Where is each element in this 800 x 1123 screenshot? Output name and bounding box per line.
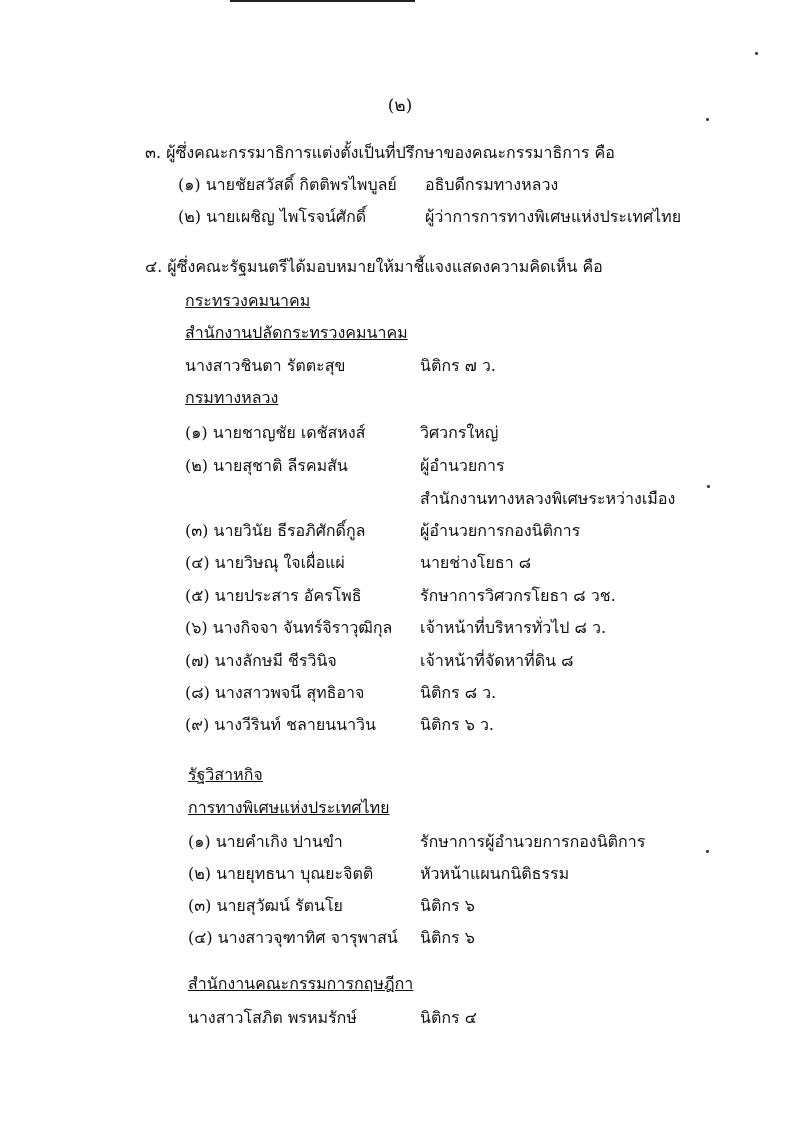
representative-position: รักษาการผู้อำนวยการกองนิติการ <box>420 832 646 851</box>
representative-position: เจ้าหน้าที่บริหารทั่วไป ๘ ว. <box>420 618 607 637</box>
representative-name: นางสาวโสภิต พรหมรักษ์ <box>188 1008 357 1027</box>
representative-name: (๔) นายวิษณุ ใจเผื่อแผ่ <box>185 553 345 572</box>
representative-name: (๕) นายประสาร อัครโพธิ <box>185 586 362 605</box>
soe-heading: รัฐวิสาหกิจ <box>188 765 263 784</box>
representative-name: (๓) นายสุวัฒน์ รัตนโย <box>188 896 343 915</box>
advisor-position: ผู้ว่าการการทางพิเศษแห่งประเทศไทย <box>425 207 682 226</box>
representative-position: นิติกร ๖ <box>420 896 475 915</box>
representative-name: นางสาวชินตา รัตตะสุข <box>185 356 346 375</box>
representative-position: นิติกร ๖ <box>420 928 475 947</box>
scan-speck <box>755 52 758 55</box>
department-heading: กรมทางหลวง <box>185 388 279 407</box>
representative-position: นายช่างโยธา ๘ <box>420 553 532 572</box>
representative-position: สำนักงานทางหลวงพิเศษระหว่างเมือง <box>420 489 676 508</box>
scan-edge-line <box>230 0 415 2</box>
representative-position: วิศวกรใหญ่ <box>420 423 499 442</box>
section-3-heading: ๓. ผู้ซึ่งคณะกรรมาธิการแต่งตั้งเป็นที่ปรึกษาของคณะกรรมาธิการ คือ <box>145 143 615 162</box>
representative-name: (๓) นายวินัย ธีรอภิศักดิ์กูล <box>185 521 366 540</box>
advisor-name: (๒) นายเผชิญ ไพโรจน์ศักดิ์ <box>178 207 367 226</box>
representative-name: (๒) นายยุทธนา บุณยะจิตติ <box>188 864 374 883</box>
representative-position: หัวหน้าแผนกนิติธรรม <box>420 864 570 883</box>
representative-name: (๖) นางกิจจา จันทร์จิราวุฒิกุล <box>185 618 393 637</box>
page-number: (๒) <box>387 96 413 116</box>
office-heading: สำนักงานปลัดกระทรวงคมนาคม <box>185 323 408 342</box>
section-4-heading: ๔. ผู้ซึ่งคณะรัฐมนตรีได้มอบหมายให้มาชี้แจงแสดงความคิดเห็น คือ <box>145 257 603 276</box>
representative-name: (๒) นายสุชาติ ลีรคมสัน <box>185 456 348 475</box>
representative-name: (๗) นางลักษมี ชีรวินิจ <box>185 651 337 670</box>
representative-position: เจ้าหน้าที่จัดหาที่ดิน ๘ <box>420 651 574 670</box>
ministry-heading: กระทรวงคมนาคม <box>185 291 311 310</box>
scan-speck <box>707 485 710 488</box>
representative-position: ผู้อำนวยการกองนิติการ <box>420 521 581 540</box>
representative-position: นิติกร ๔ <box>420 1008 477 1027</box>
representative-position: รักษาการวิศวกรโยธา ๘ วช. <box>420 586 616 605</box>
exat-heading: การทางพิเศษแห่งประเทศไทย <box>188 798 390 817</box>
representative-name: (๑) นายคำเกิง ปานขำ <box>188 832 343 851</box>
representative-position: ผู้อำนวยการ <box>420 456 505 475</box>
scan-speck <box>706 850 709 853</box>
representative-name: (๑) นายชาญชัย เดชัสหงส์ <box>185 423 366 442</box>
advisor-name: (๑) นายชัยสวัสดิ์ กิตติพรไพบูลย์ <box>178 175 397 194</box>
representative-name: (๙) นางวีรินท์ ชลายนนาวิน <box>185 715 376 734</box>
representative-name: (๔) นางสาวจุฑาทิศ จารุพาสน์ <box>188 928 398 947</box>
council-heading: สำนักงานคณะกรรมการกฤษฎีกา <box>188 974 414 993</box>
representative-position: นิติกร ๘ ว. <box>420 683 497 702</box>
advisor-position: อธิบดีกรมทางหลวง <box>425 175 559 194</box>
representative-position: นิติกร ๖ ว. <box>420 715 495 734</box>
representative-position: นิติกร ๗ ว. <box>420 356 496 375</box>
representative-name: (๘) นางสาวพจนี สุทธิอาจ <box>185 683 365 702</box>
